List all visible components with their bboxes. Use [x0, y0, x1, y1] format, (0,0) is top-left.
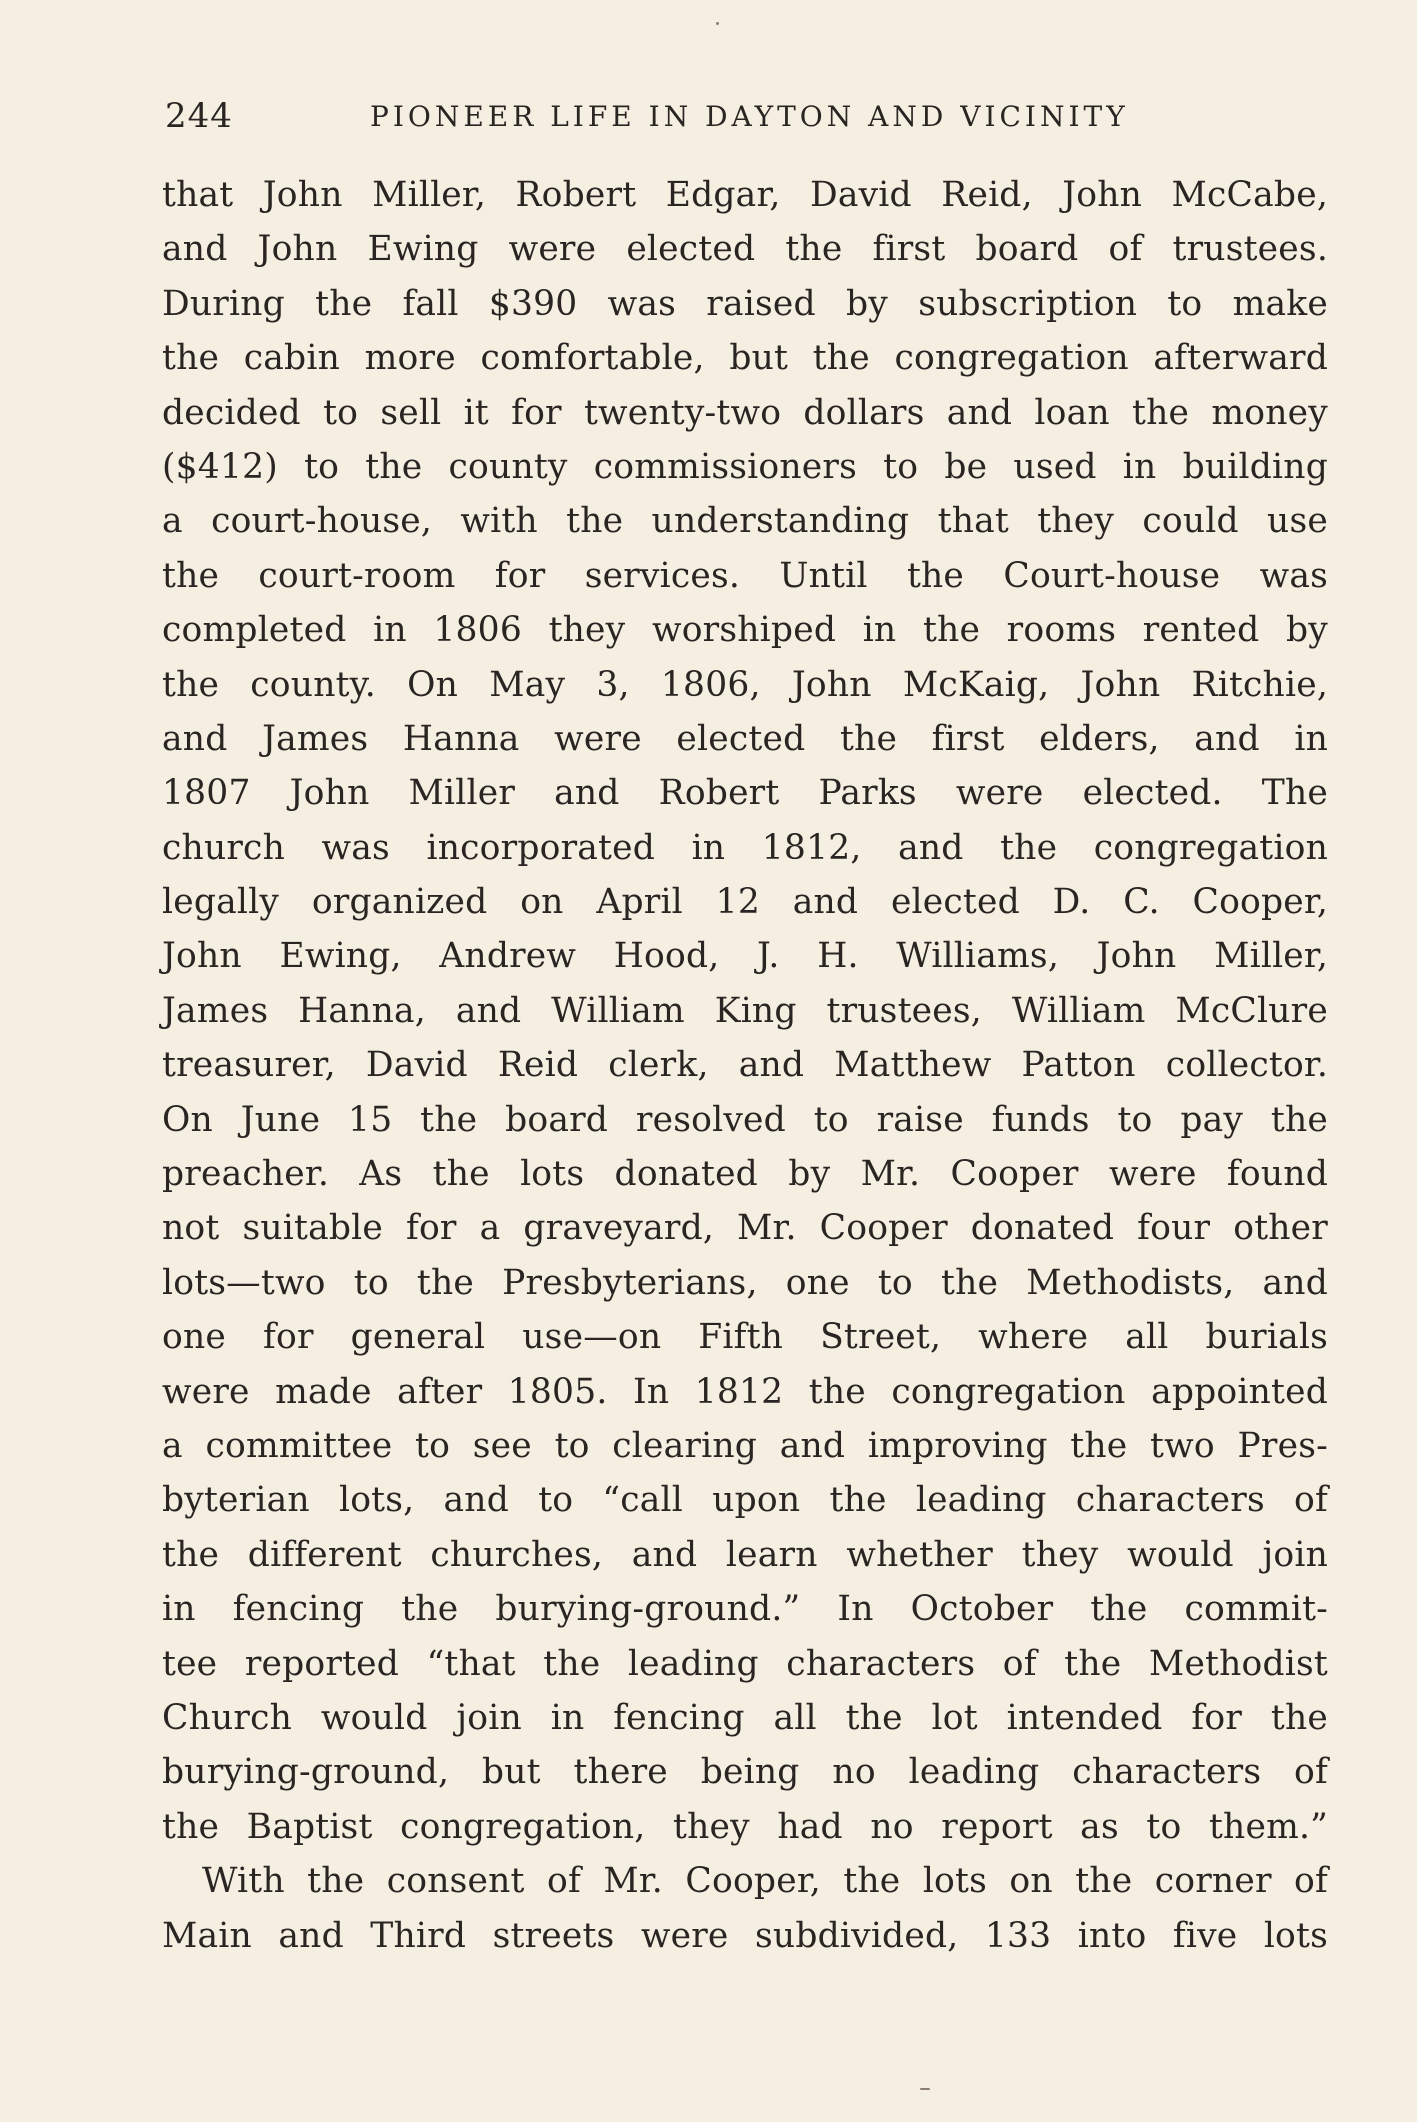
text-line: John Ewing, Andrew Hood, J. H. Williams, John Miller,	[162, 936, 1328, 977]
text-line: the cabin more comfortable, but the congregation afterward	[162, 338, 1328, 379]
text-line: the county. On May 3, 1806, John McKaig, John Ritchie,	[162, 664, 1328, 705]
text-line: On June 15 the board resolved to raise funds to pay the	[162, 1099, 1328, 1140]
text-line: During the fall $390 was raised by subscription to make	[162, 283, 1328, 324]
text-line: church was incorporated in 1812, and the congregation	[162, 827, 1328, 868]
text-line: were made after 1805. In 1812 the congregation appointed	[162, 1371, 1328, 1412]
text-line: byterian lots, and to “call upon the leading characters of	[162, 1480, 1328, 1521]
text-line: the court-room for services. Until the Court-house was	[162, 555, 1328, 596]
text-line: legally organized on April 12 and elected D. C. Cooper,	[162, 882, 1328, 923]
text-line: 1807 John Miller and Robert Parks were elected. The	[162, 773, 1328, 814]
text-line: and John Ewing were elected the first board of trustees.	[162, 229, 1328, 270]
text-line: the Baptist congregation, they had no report as to them.”	[162, 1806, 1328, 1847]
text-line: burying-ground, but there being no leading characters of	[162, 1752, 1328, 1793]
text-line: one for general use—on Fifth Street, where all burials	[162, 1317, 1328, 1358]
body-text	[162, 168, 1328, 1963]
text-line: a committee to see to clearing and improving the two Pres-	[162, 1425, 1328, 1466]
text-line: decided to sell it for twenty-two dollars and loan the money	[162, 392, 1328, 433]
text-line: preacher. As the lots donated by Mr. Cooper were found	[162, 1154, 1328, 1195]
text-line: and James Hanna were elected the first elders, and in	[162, 718, 1328, 759]
page-header	[165, 96, 1328, 146]
text-line: the different churches, and learn whether they would join	[162, 1534, 1328, 1575]
text-line: not suitable for a graveyard, Mr. Cooper donated four other	[162, 1208, 1328, 1249]
text-line: Main and Third streets were subdivided, 133 into five lots	[162, 1915, 1328, 1956]
text-line: in fencing the burying-ground.” In October the commit-	[162, 1589, 1328, 1630]
ink-speck	[920, 2088, 930, 2090]
page-number: 244	[165, 96, 233, 136]
text-line: tee reported “that the leading characters of the Methodist	[162, 1643, 1328, 1684]
text-line: Church would join in fencing all the lot intended for the	[162, 1697, 1328, 1738]
running-title: PIONEER LIFE IN DAYTON AND VICINITY	[370, 100, 1129, 133]
text-line: James Hanna, and William King trustees, William McClure	[162, 990, 1328, 1031]
text-line: a court-house, with the understanding that they could use	[162, 501, 1328, 542]
text-line: treasurer, David Reid clerk, and Matthew Patton collector.	[162, 1045, 1328, 1086]
text-line: completed in 1806 they worshiped in the rooms rented by	[162, 610, 1328, 651]
text-line-paragraph-start: With the consent of Mr. Cooper, the lots on the corner of	[202, 1861, 1328, 1902]
ink-speck	[716, 22, 719, 25]
text-line: ($412) to the county commissioners to be used in building	[162, 446, 1328, 487]
text-line: that John Miller, Robert Edgar, David Reid, John McCabe,	[162, 175, 1328, 215]
text-line: lots—two to the Presbyterians, one to the Methodists, and	[162, 1262, 1328, 1303]
